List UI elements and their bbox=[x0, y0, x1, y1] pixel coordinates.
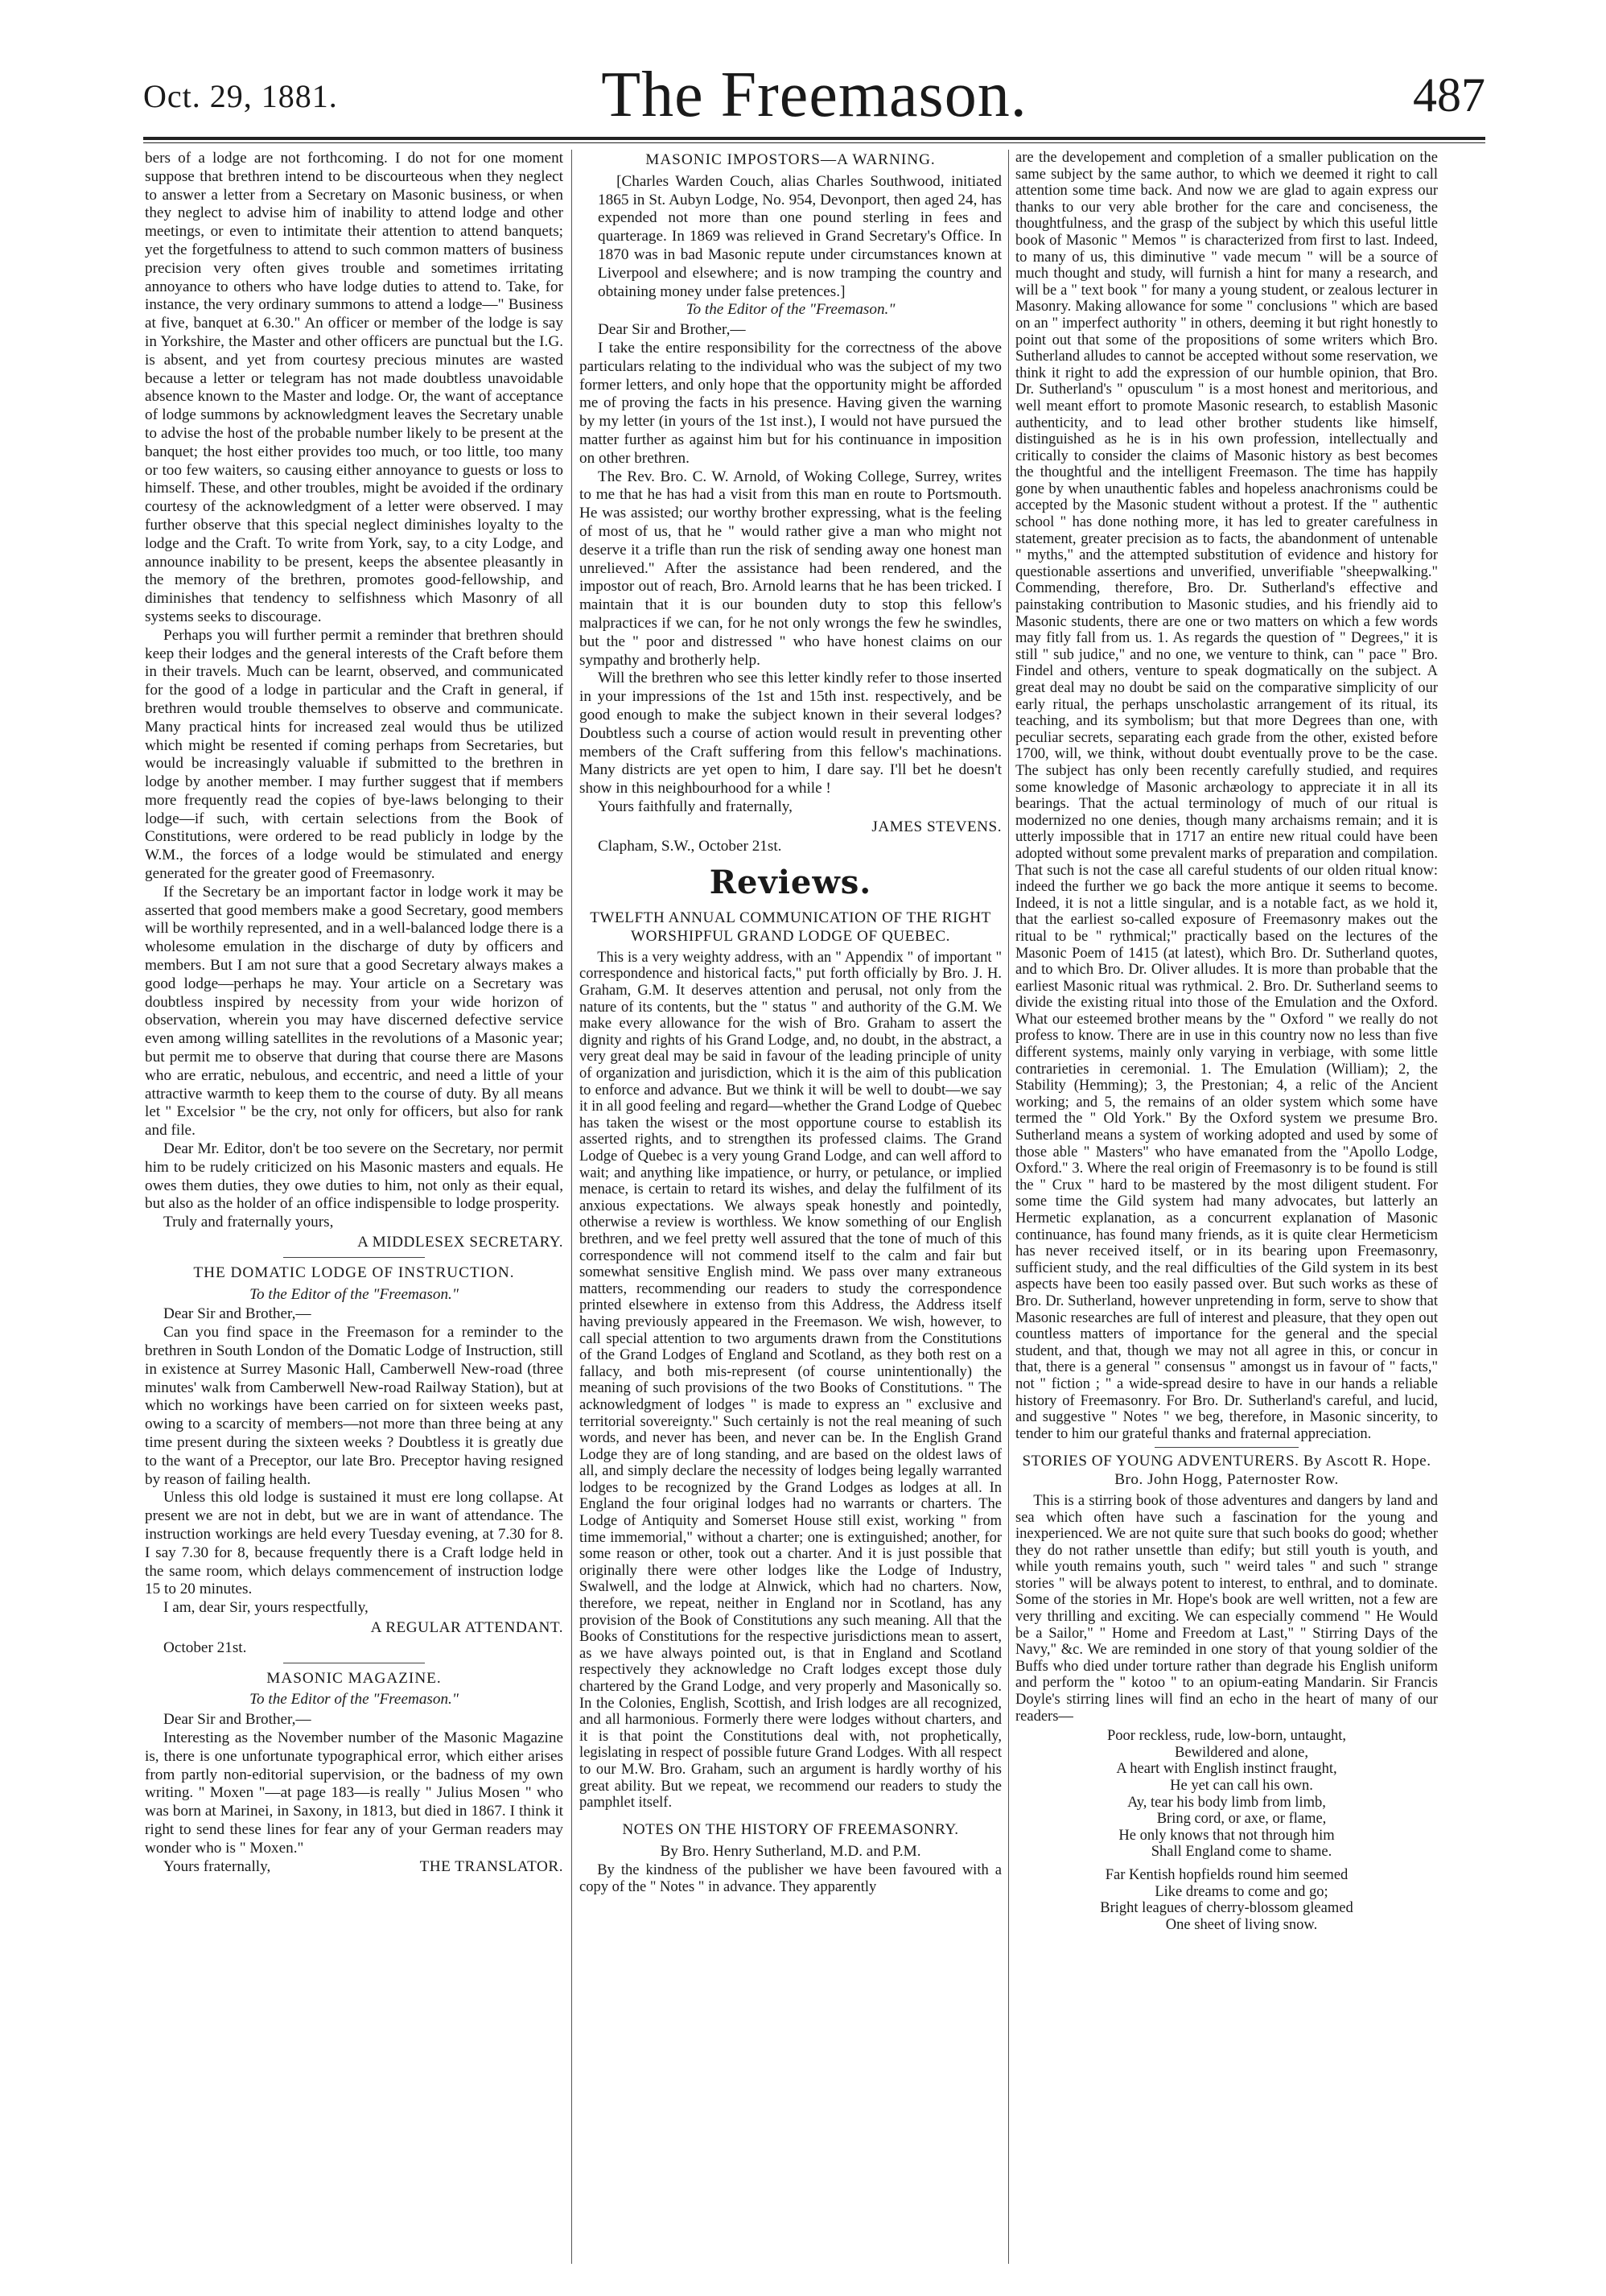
review-byline: By Bro. Henry Sutherland, M.D. and P.M. bbox=[660, 1842, 921, 1860]
review-paragraph: are the developement and completion of a smaller publication on the same subject by the same author, to which we deemed it right to call attention some time back. And now we are glad to again express our thanks to our very able brother for the care and conciseness, the thoughtfulness, and the grasp of the subject by which this useful little book of Masonic " Memos " is characterized from first to last. Indeed, to many of us, this diminutive " vade mecum " will be a source of much thought and study, will furnish a hint for many a research, and will be a " text book " for many a young student, or zealous lecturer in Masonry. Making allowance for some " conclusions " which are based on an " imperfect authority " in others, deeming it but right honestly to point out that some of the propositions of some writers which Bro. Sutherland alludes to cannot be accepted without some reservation, we think it right to add the expression of our humble opinion, that Bro. Dr. Sutherland's " opusculum " is a most honest and meritorious, and well meant effort to promote Masonic research, to establish Masonic authenticity, and to lead other brother students like himself, distinguished as he is in his own profession, intellectually and critically to consider the claims of Masonic history as best becomes the thoughtful and the intelligent Freemason. The time has happily gone by when unauthentic fables and hopeless anachronisms could be accepted by the Masonic student without a protest. If the " authentic school " has done nothing more, it has led to greater carefulness in statement, greater precision as to facts, the abandonment of untenable " myths," and the attempted substitution of evidence and history for questionable assertions and unverified, unverifiable "sheepwalking." Commending, therefore, Bro. Dr. Sutherland's effective and painstaking contribution to Masonic studies, and his friendly aid to Masonic students, there are one or two matters on which a few words may fitly fall from us. 1. As regards the question of " Degrees," it is still " sub judice," and no one, we venture to think, can " pace " Bro. Findel and others, venture to speak dogmatically on the subject. A great deal may no doubt be said on the comparative simplicity of our early ritual, the perhaps unscholastic arrangement of its ritual, its teaching, and its symbolism; but that more Degrees than one, with peculiar secrets, separating each grade from the other, existed before 1700, will, we think, without doubt eventually prove to be the case. The subject has only been recently carefully studied, and requires some knowledge of Masonic archæology to appreciate it in all its bearings. That the actual terminology of much of our ritual is modernized no one denies, though many archaisms remain; and it is utterly impossible that in 1717 an entire new ritual could have been adopted without some prevalent marks of preparation and compilation. That such is not the case all careful students of our olden ritual know: indeed the further we go back the more antique it seems to become. Indeed, it is not a little singular, and is a notable fact, as we hold it, that the earliest so-called exposure of Freemasonry makes out the ritual to be " rythmical;" practically based on the lectures of the Masonic Poem of 1415 (at latest), which Bro. Dr. Sutherland quotes, and to which Bro. Dr. Oliver alludes. It is more than probable that the earliest Masonic ritual was rythmical. 2. Bro. Dr. Sutherland seems to divide the existing ritual into those of the Emulation and the Oxford. What our esteemed brother means by the " Oxford " we really do not profess to know. There are in use in this country now no less than five different systems, mainly only varying in verbiage, with some little contrarieties in ceremonial. 1. The Emulation (William); 2, the Stability (Hemming); 3, the Prestonian; 4, a relic of the Ancient working; and 5, the remains of an older system which some have termed the " Old York." By the Oxford system we presume Bro. Sutherland means a system of working adopted and used by some of those able " Masters" who have emanated from the "Apollo Lodge, Oxford." 3. Where the real origin of Freemasonry is to be found is still the " Crux " hard to be mastered by the most diligent student. For some time the Gild system had many advocates, but latterly an Hermetic explanation, as a concurrent explanation of Masonic continuance, has found many friends, as it is quite clear Hermeticism has never received itself, or in its bearing upon Freemasonry, sufficient study, and the real difficulties of the Gild system in its best aspects have been too easily passed over. But such works as these of Bro. Dr. Sutherland, however unpretending in form, serve to show that Masonic researches are full of interest and pleasure, that they open out countless matters of importance for the general and the special student, and that, though we may not all agree in this, or concur in that, there is a general " consensus " amongst us in favour of " facts," not " fiction ; " a wide-spread desire to have in our hands a reliable history of Freemasonry. For Bro. Dr. Sutherland's careful, and lucid, and suggestive " Notes " we beg, therefore, in Masonic sincerity, to tender to him our grateful thanks and fraternal appreciation. bbox=[1015, 150, 1438, 1442]
letter-paragraph: Dear Mr. Editor, don't be too severe on the Secretary, nor permit him to be rudely criticized on his Masonic masters and equals. He owes them duties, they owe duties to him, not only as their equal, but also as the holder of an office indispensible to lodge prosperity. bbox=[145, 1140, 563, 1213]
publication-title: The Freemason. bbox=[601, 60, 1027, 130]
letter-closing: Yours faithfully and fraternally, bbox=[598, 798, 793, 815]
column-divider bbox=[1008, 150, 1009, 2264]
poem-line: He yet can call his own. bbox=[1170, 1778, 1313, 1794]
column-3 bbox=[1015, 150, 1438, 2264]
poem-line: Bring cord, or axe, or flame, bbox=[1156, 1811, 1327, 1828]
letter-paragraph: If the Secretary be an important factor in lodge work it may be asserted that good members make a good Secretary, good members will be worthily represented, and in a well-balanced lodge there is a wholesome emulation in the discharge of duty by officers and members. But I am not sure that a good Secretary always makes a good lodge—perhaps he may. Your article on a Secretary was doubtless inspired by necessity from your wide horizon of observation, wherein you may have discerned defective service even among willing satellites in the revolutions of a Masonic year; but permit me to observe that during that course there are Masons who are erratic, nebulous, and eccentric, and need a little of your attractive warmth to keep them to the course of duty. By all means let " Excelsior " be the cry, not only for officers, but also for rank and file. bbox=[145, 883, 563, 1140]
letter-paragraph: Perhaps you will further permit a reminder that brethren should keep their lodges and the general interests of the Craft before them in their travels. Much can be learnt, observed, and communicated for the good of a lodge in particular and the Craft in general, if brethren would trouble themselves to observe and communicate. Many practical hints for increased zeal would thus be utilized which might be resented if coming perhaps from Secretaries, but would be increasingly valuable if submitted to the brethren in lodge by another member. I may further suggest that if members more frequently read the copies of bye-laws belonging to their lodge—if such, with certain selections from the Book of Constitutions, were ordered to be read publicly in lodge by the W.M., the forces of a lodge would be stimulated and energy generated for the greater good of Freemasonry. bbox=[145, 626, 563, 883]
section-heading: MASONIC MAGAZINE. bbox=[266, 1669, 442, 1687]
reviews-heading: Reviews. bbox=[709, 864, 872, 902]
poem-line: Bewildered and alone, bbox=[1175, 1744, 1308, 1761]
letter-signature: JAMES STEVENS. bbox=[871, 818, 1002, 835]
letter-paragraph: Unless this old lodge is sustained it must ere long collapse. At present we are not in debt, but we are in want of attendance. The instruction workings are held every Tuesday evening, at 7.30 for 8. I say 7.30 for 8, because frequently there is a Craft lodge held in the same room, which delays commencement of instruction lodge 15 to 20 minutes. bbox=[145, 1489, 563, 1598]
editor-address: To the Editor of the "Freemason." bbox=[249, 1285, 459, 1303]
salutation: Dear Sir and Brother,— bbox=[598, 321, 746, 339]
review-heading: TWELFTH ANNUAL COMMUNICATION OF THE RIGHT WORSHIPFUL GRAND LODGE OF QUEBEC. bbox=[590, 909, 991, 946]
letter-signature: A REGULAR ATTENDANT. bbox=[370, 1618, 563, 1636]
column-1 bbox=[145, 150, 563, 2264]
editor-address: To the Editor of the "Freemason." bbox=[686, 301, 896, 319]
salutation: Dear Sir and Brother,— bbox=[163, 1711, 311, 1729]
section-heading: MASONIC IMPOSTORS—A WARNING. bbox=[645, 151, 936, 168]
review-heading: NOTES ON THE HISTORY OF FREEMASONRY. bbox=[622, 1820, 959, 1838]
letter-paragraph: Interesting as the November number of the Masonic Magazine is, there is one unfortunate typographical error, which either arises from partly non-editorial supervision, or the badness of my own writing. " Moxen "—at page 183—is really " Julius Mosen " who was born at Marinei, in Saxony, in 1813, but died in 1867. I think it right to send these lines for fear any of your German readers may wonder who is " Moxen." bbox=[145, 1729, 563, 1857]
letter-paragraph: Can you find space in the Freemason for a reminder to the brethren in South London of the Domatic Lodge of Instruction, still in existence at Surrey Masonic Hall, Camberwell New-road (three minutes' walk from Camberwell New-road Railway Station), but at which no workings have been carried on for sixteen weeks past, owing to a scarcity of members—not more than three being at any time present during the sixteen weeks ? Doubtless it is greatly due to the want of a Preceptor, our late Bro. Preceptor having resigned by reason of failing health. bbox=[145, 1324, 563, 1488]
letter-paragraph: I take the entire responsibility for the correctness of the above particulars relating to the individual who was the subject of my two former letters, and only hope that the opportunity might be afforded me of proving the facts in his presence. Having given the warning by my letter (in yours of the 1st inst.), I would not have pursued the matter further as against him but for his continuance in imposition on other brethren. bbox=[579, 339, 1002, 467]
letter-paragraph: The Rev. Bro. C. W. Arnold, of Woking College, Surrey, writes to me that he has had a visit from this man en route to Portsmouth. He was assisted; our worthy brother expressing, what is the feeling of most of us, that he " would rather give a man who might not deserve it a trifle than run the risk of sending away one honest man unrelieved." After the assistance had been rendered, and the impostor out of reach, Bro. Arnold learns that he has been tricked. I maintain that it is our bounden duty to stop this fellow's malpractices if we can, for he not only wrongs the few he swindles, but the " poor and distressed " who have honest claims on our sympathy and brotherly help. bbox=[579, 468, 1002, 669]
letter-closing-row bbox=[145, 1858, 563, 1877]
poem bbox=[1015, 1728, 1438, 1933]
column-divider bbox=[571, 150, 572, 2264]
poem-line: Shall England come to shame. bbox=[1151, 1844, 1332, 1861]
poem-line: Like dreams to come and go; bbox=[1155, 1883, 1328, 1900]
spacer bbox=[579, 1812, 1002, 1820]
editor-address: To the Editor of the "Freemason." bbox=[249, 1691, 459, 1709]
poem-line: Far Kentish hopfields round him seemed bbox=[1105, 1866, 1349, 1883]
review-paragraph: This is a very weighty address, with an " Appendix " of important " correspondence and historical facts," put forth officially by Bro. J. H. Graham, G.M. It deserves attention and perusal, not only from the nature of its contents, but the " status " and authority of the G.M. We make every allowance for the wish of Bro. Graham to assert the dignity and rights of his Grand Lodge, and, no doubt, in the abstract, a very great deal may be said in favour of the leading principle of unity of organization and jurisdiction, which it is the aim of this publication to enforce and advance. But we think it will be well to doubt—we say it in all good feeling and regard—whether the Grand Lodge of Quebec has taken the wisest or the most opportune course to establish its asserted rights, and to strengthen its professed claims. The Grand Lodge of Quebec is a very young Grand Lodge, and can well afford to wait; and anything like impatience, or hurry, or petulance, or implied menace, is certain to retard its wishes, and delay the fulfilment of its anxious expectations. We always speak honestly and pointedly, otherwise a review is worthless. We know something of our English brethren, and we feel pretty well assured that the tone of much of this correspondence will not commend itself to the calm and fair but somewhat sensitive English mind. We pass over many extraneous matters, recommending our readers to study the correspondence printed elsewhere in extenso from this Address, the Address itself having previously appeared in the Freemason. We wish, however, to call special attention to two arguments drawn from the Constitutions of the Grand Lodges of England and Scotland, as they both rest on a fallacy, and both mis-represent (of course unintentionally) the meaning of such provisions of the two Books of Constitutions. " The acknowledgment of lodges " is made to express an " exclusive and territorial sovereignty." Such certainly is not the real meaning of such words, and never has been, and never can be. In the English Grand Lodge they are of long standing, and are based on the oldest laws of all, and simply declare the necessity of lodges being legally warranted lodges to be recognized by the Grand Lodges as lodges at all. In England the four original lodges had no warrants or charters. The Lodge of Antiquity and Somerset House still exist, working " from time immemorial," without a charter; one is extinguished; another, for some reason or other, took out a charter. And it is just possible that originally there were other lodges like the Lodge of Industry, Swalwell, and the lodge at Alnwick, which had no charters. Now, therefore, we repeat, neither in England nor in Scotland, has any provision of the Book of Constitutions any such meaning. All that the Books of Constitutions for the respective jurisdictions mean to assert, as we have always pointed out, is that in England and Scotland respectively they acknowledge no Craft lodges except those duly chartered by the Grand Lodge, and very properly and Masonically so. In the Colonies, English, Scottish, and Irish lodges are all recognized, and all harmonious. Formerly there were lodges without charters, and it is that point the Constitutions deal with, not prophetically, legislating in respect of possible future Grand Lodges. With all respect to our M.W. Bro. Graham, such an argument is hardly worthy of his great ability. But we repeat, we recommend our readers to study the pamphlet itself. bbox=[579, 949, 1002, 1812]
bracketed-note: [Charles Warden Couch, alias Charles Southwood, initiated 1865 in St. Aubyn Lodge, No. 954, Devonport, then aged 24, has expended not more than one pound sterling in fees and quarterage. In 1869 was relieved in Grand Secretary's Office. In 1870 was in bad Masonic repute under circumstances known at Liverpool and elsewhere; and is now tramping the country and obtaining money under false pretences.] bbox=[598, 172, 1002, 300]
letter-paragraph: Will the brethren who see this letter kindly refer to those inserted in your impressions of the 1st and 15th inst. respectively, and be good enough to make the subject known in their several lodges? Doubtless such a course of action would result in preventing other members of the Craft suffering from this fellow's machinations. Many districts are yet open to him, I dare say. I'll bet he doesn't show in this neighbourhood for a while ! bbox=[579, 670, 1002, 798]
poem-line: He only knows that not through him bbox=[1118, 1827, 1335, 1844]
letter-closing: Yours fraternally, bbox=[163, 1857, 271, 1875]
letter-signature: THE TRANSLATOR. bbox=[419, 1857, 563, 1875]
poem-line: One sheet of living snow. bbox=[1165, 1916, 1318, 1933]
letter-closing: I am, dear Sir, yours respectfully, bbox=[163, 1599, 369, 1617]
page-number: 487 bbox=[1413, 68, 1485, 122]
stanza-break bbox=[1015, 1861, 1438, 1867]
masthead bbox=[143, 55, 1485, 143]
poem-line: Poor reckless, rude, low-born, untaught, bbox=[1107, 1728, 1346, 1745]
section-rule bbox=[1155, 1447, 1299, 1448]
review-paragraph: This is a stirring book of those adventures and dangers by land and sea which often have such a fascination for the young and inexperienced. We are not quite sure that such books do good; whether they do not rather unsettle than edify; but still youth is youth, and while youth remains youth, such " weird tales " and such " strange stories " will be always potent to interest, to enthral, and to dominate. Some of the stories in Mr. Hope's book are well written, not a few are very thrilling and exciting. We can especially commend " He Would be a Sailor," " Home and Freedom at Last," " Stirring Days of the Navy," &c. We are reminded in one story of that young soldier of the Buffs who died under torture rather than degrade his English uniform and perform the " kotoo " to an opium-eating Mandarin. Sir Francis Doyle's stirring lines will find an echo in the heart of many of our readers— bbox=[1015, 1492, 1438, 1725]
letter-signature: A MIDDLESEX SECRETARY. bbox=[357, 1234, 563, 1251]
column-2 bbox=[579, 150, 1002, 2264]
letter-paragraph: bers of a lodge are not forthcoming. I do not for one moment suppose that brethren intend to be discourteous when they neglect to answer a letter from a Secretary on Masonic business, or when they neglect to advise him of inability to attend lodge and other meetings, or even to intimitate their attention to attend banquets; yet the forgetfulness to attend to such common matters of business precision very often gives trouble and sometimes irritating annoyance to others who have lodge duties to attend to. Take, for instance, the very ordinary summons to attend a lodge—" Business at five, banquet at 6.30." An officer or member of the lodge is say in Yorkshire, the Master and other officers are punctual but the I.G. is absent, and yet from courtesy precious minutes are wasted because a letter or telegram has not made doubtless unavoidable absence known to the Master and lodge. Or, the want of acceptance of lodge summons by acknowledgment leaves the Secretary unable to advise the host of the probable number likely to be present at the banquet; the host either provides too much, or too little, too many or too few waiters, so causing either annoyance to guests or loss to himself. These, and other troubles, might be avoided if the ordinary courtesy of the acknowledgment of a letter were observed. I may further observe that this special neglect diminishes loyalty to the lodge and the Craft. To write from York, say, to a city Lodge, and announce inability to be present, keeps the absentee pleasantly in the memory of the brethren, promotes good-fellowship, and diminishes that tendency to selfishness which Masonry of all systems seeks to discourage. bbox=[145, 150, 563, 625]
poem-line: Bright leagues of cherry-blossom gleamed bbox=[1100, 1900, 1353, 1917]
poem-line: Ay, tear his body limb from limb, bbox=[1127, 1794, 1326, 1811]
salutation: Dear Sir and Brother,— bbox=[163, 1305, 311, 1323]
review-paragraph: By the kindness of the publisher we have been favoured with a copy of the " Notes " in advance. They apparently bbox=[579, 1862, 1002, 1895]
issue-date: Oct. 29, 1881. bbox=[143, 78, 338, 114]
letter-date: October 21st. bbox=[163, 1639, 247, 1656]
letter-closing: Truly and fraternally yours, bbox=[163, 1214, 334, 1231]
letter-place-date: Clapham, S.W., October 21st. bbox=[598, 838, 782, 855]
section-rule bbox=[283, 1257, 426, 1258]
review-heading: STORIES OF YOUNG ADVENTURERS. By Ascott R. Hope. Bro. John Hogg, Paternoster Row. bbox=[1022, 1453, 1431, 1489]
section-heading: THE DOMATIC LODGE OF INSTRUCTION. bbox=[193, 1263, 515, 1281]
masthead-rule bbox=[143, 137, 1485, 143]
poem-line: A heart with English instinct fraught, bbox=[1116, 1761, 1337, 1778]
